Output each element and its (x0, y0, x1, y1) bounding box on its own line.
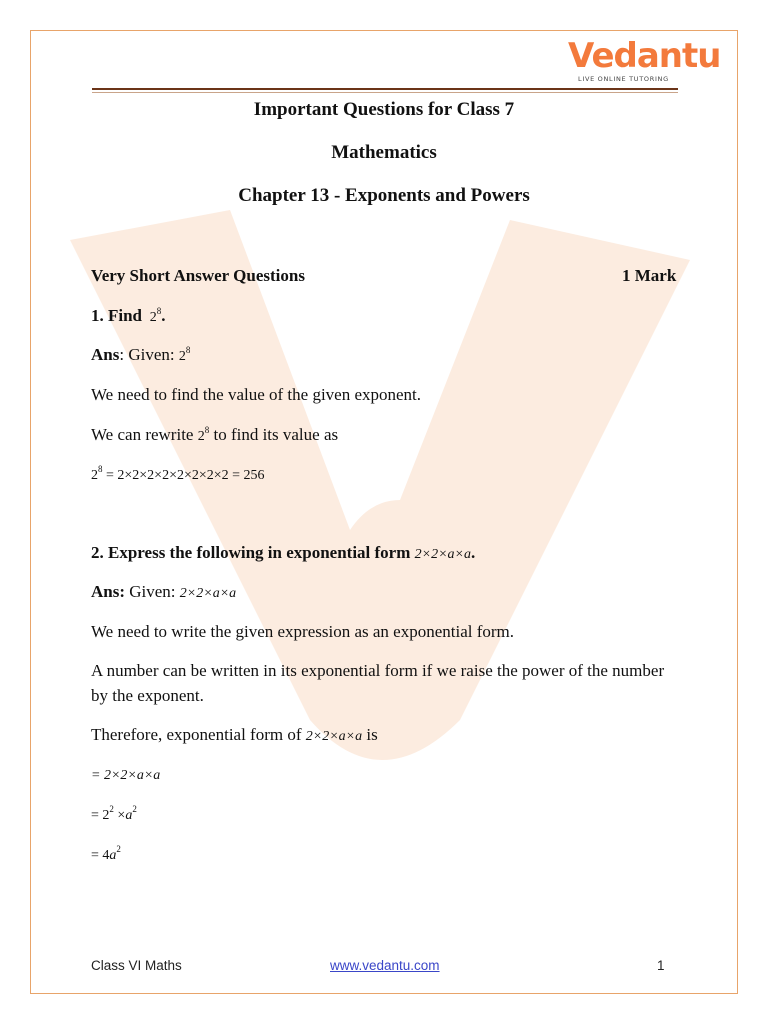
vedantu-logo (568, 36, 721, 86)
q2-line-2a: A number can be written in its exponential form if we raise the power of the number (91, 661, 665, 680)
footer-website-link[interactable]: www.vedantu.com (330, 958, 440, 973)
chapter-title: Chapter 13 - Exponents and Powers (238, 185, 530, 206)
q2-line-2b: by the exponent. (91, 686, 204, 705)
page-title: Important Questions for Class 7 (253, 99, 515, 120)
logo-tagline: LIVE ONLINE TUTORING (578, 75, 669, 83)
q1-line-1: We need to find the value of the given exponent. (91, 385, 422, 404)
header-rule-thin (92, 92, 678, 93)
header-rule (92, 88, 678, 90)
footer-page-number: 1 (657, 958, 665, 973)
q2-line-1: We need to write the given expression as an exponential form. (91, 622, 515, 641)
q2-line-3: Therefore, exponential form of 2×2×a×a is (91, 725, 378, 744)
q2-step-1: = 2×2×a×a (91, 768, 161, 783)
question-2: 2. Express the following in exponential form 2×2×a×a. (91, 543, 476, 562)
question-1: 1. Find $2^8$. (91, 306, 166, 325)
q2-step-2: = $2^2 \times a^2$ (91, 804, 137, 823)
q1-result: $2^8 = 2\times 2\times 2\times 2\times 2\times 2\times 2\times 2 = 256$ (91, 464, 265, 483)
section-label: Very Short Answer Questions (91, 266, 305, 285)
footer-class-label: Class VI Maths (91, 958, 182, 973)
subject-title: Mathematics (331, 142, 437, 163)
q1-line-2: We can rewrite $2^8$ to find its value as (91, 425, 339, 444)
q1-answer-given: Ans: Given: $2^8$ (91, 345, 191, 364)
q2-step-3: = $4a^2$ (91, 844, 121, 863)
q1-expression: $2^8$ (149, 306, 162, 325)
question-2-text: 2. Express the following in exponential form (91, 543, 411, 562)
section-marks: 1 Mark (622, 266, 677, 285)
q1-ans-label: Ans (91, 345, 120, 364)
logo-wordmark: Vedantu (568, 36, 721, 76)
q2-expression: 2×2×a×a (414, 547, 471, 562)
question-1-text: 1. Find (91, 306, 143, 325)
q2-answer-given: Ans: Given: 2×2×a×a (91, 582, 237, 601)
q2-ans-label: Ans: (91, 582, 126, 601)
